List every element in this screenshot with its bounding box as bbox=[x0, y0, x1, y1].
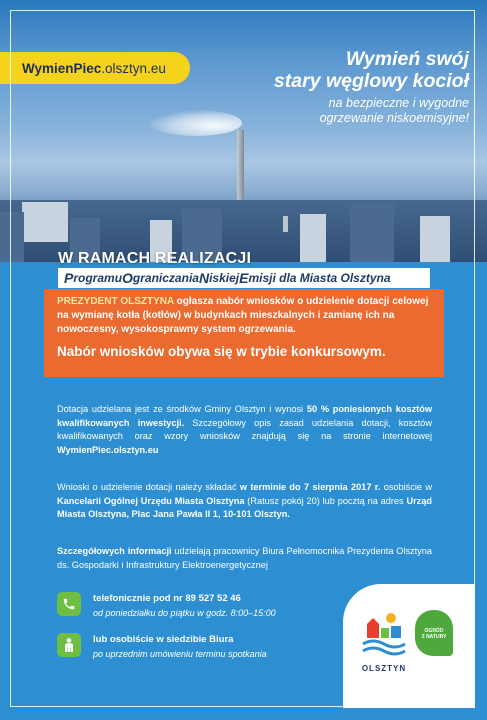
website-banner bbox=[0, 52, 190, 84]
garden-logo-text bbox=[417, 628, 451, 640]
in-person-note: po uprzednim umówieniu terminu spotkania bbox=[93, 649, 267, 659]
subheadline bbox=[239, 96, 469, 126]
text-span: udzielają pracownicy Biura Pełnomocnika Prezydenta Olsztyna ds. Gospodarki i Infrastruktury Elektroenergetycznej bbox=[57, 546, 432, 570]
subheadline-line-1: na bezpieczne i wygodne bbox=[328, 96, 469, 110]
program-initial-p: P bbox=[64, 270, 74, 286]
building bbox=[0, 212, 24, 262]
olsztyn-logo-icon bbox=[361, 608, 407, 660]
announcement-text bbox=[57, 295, 431, 337]
building bbox=[350, 204, 394, 262]
program-initial-o: O bbox=[122, 270, 133, 286]
announcement-box bbox=[44, 289, 444, 377]
contact-phone bbox=[57, 592, 276, 622]
phone-hours: od poniedziałku do piątku w godz. 8:00–15:00 bbox=[93, 608, 276, 618]
garden-line-1: OGRÓD bbox=[424, 628, 444, 634]
in-person-text bbox=[93, 633, 267, 661]
submission-paragraph bbox=[57, 481, 432, 522]
subheadline-line-2: ogrzewanie niskoemisyjne! bbox=[319, 111, 469, 125]
deadline: w terminie do 7 sierpnia 2017 r. bbox=[239, 482, 381, 492]
small-chimney bbox=[283, 216, 288, 232]
info-paragraph bbox=[57, 545, 432, 572]
phone-number[interactable]: telefonicznie pod nr 89 527 52 46 bbox=[93, 593, 241, 604]
postal-address: Urząd Miasta Olsztyna, Plac Jana Pawła II 1, 10-101 Olsztyn. bbox=[57, 495, 432, 519]
person-icon bbox=[57, 633, 81, 657]
contact-in-person bbox=[57, 633, 267, 663]
building bbox=[420, 216, 450, 262]
headline bbox=[219, 48, 469, 92]
funding-paragraph bbox=[57, 403, 432, 457]
text-span: Dotacja udzielana jest ze środków Gminy Olsztyn i wynosi bbox=[57, 404, 307, 414]
in-person-title: lub osobiście w siedzibie Biura bbox=[93, 634, 234, 645]
program-word: rogramu bbox=[73, 271, 123, 285]
program-title: W RAMACH REALIZACJI bbox=[58, 250, 252, 267]
announcement-lead: PREZYDENT OLSZTYNA bbox=[57, 296, 174, 307]
text-bold: 50 % poniesionych kosztów kwalifikowanych inwestycji. bbox=[57, 404, 432, 428]
smoke-plume bbox=[150, 110, 242, 136]
program-initial-e: E bbox=[239, 270, 249, 286]
program-initial-n: N bbox=[198, 270, 210, 286]
competition-notice: Nabór wniosków obywa się w trybie konkursowym. bbox=[57, 344, 386, 359]
program-word: misji dla Miasta Olsztyna bbox=[248, 271, 391, 285]
program-word: iskiej bbox=[209, 271, 240, 285]
hero-photo bbox=[0, 0, 487, 262]
text-bold: Szczegółowych informacji bbox=[57, 546, 172, 556]
headline-line-2: stary węglowy kocioł bbox=[273, 70, 469, 92]
website-link[interactable]: WymienPiec.olsztyn.eu bbox=[57, 444, 159, 455]
garden-line-2: Z NATURY bbox=[421, 634, 447, 640]
program-word: graniczania bbox=[132, 271, 199, 285]
logo-panel bbox=[343, 584, 475, 708]
headline-line-1: Wymień swój bbox=[345, 48, 469, 70]
text-span: osobiście w bbox=[380, 482, 432, 492]
text-span: (Ratusz pokój 20) lub pocztą na adres bbox=[244, 495, 407, 506]
text-span: Szczegółowy opis zasad udzielania dotacji, kosztów kwalifikowanych oraz wzory wniosków znajdują się na stronie internetowej bbox=[57, 417, 432, 441]
website-name: WymienPiec bbox=[22, 60, 102, 76]
building bbox=[300, 214, 326, 262]
office-name: Kancelarii Ogólnej Urzędu Miasta Olsztyna bbox=[57, 495, 245, 506]
phone-icon bbox=[57, 592, 81, 616]
announcement-body: ogłasza nabór wniosków o udzielenie dotacji celowej na wymianę kotła (kotłów) w budynkach mieszkalnych i zamianę ich na nowoczesny, wysokosprawny system ogrzewania. bbox=[57, 296, 429, 335]
program-name bbox=[58, 268, 430, 288]
text-span: Wnioski o udzielenie dotacji należy składać bbox=[57, 482, 240, 492]
olsztyn-label: OLSZTYN bbox=[361, 664, 407, 673]
phone-text bbox=[93, 592, 276, 620]
building bbox=[22, 202, 68, 242]
website-domain: .olsztyn.eu bbox=[101, 60, 166, 76]
